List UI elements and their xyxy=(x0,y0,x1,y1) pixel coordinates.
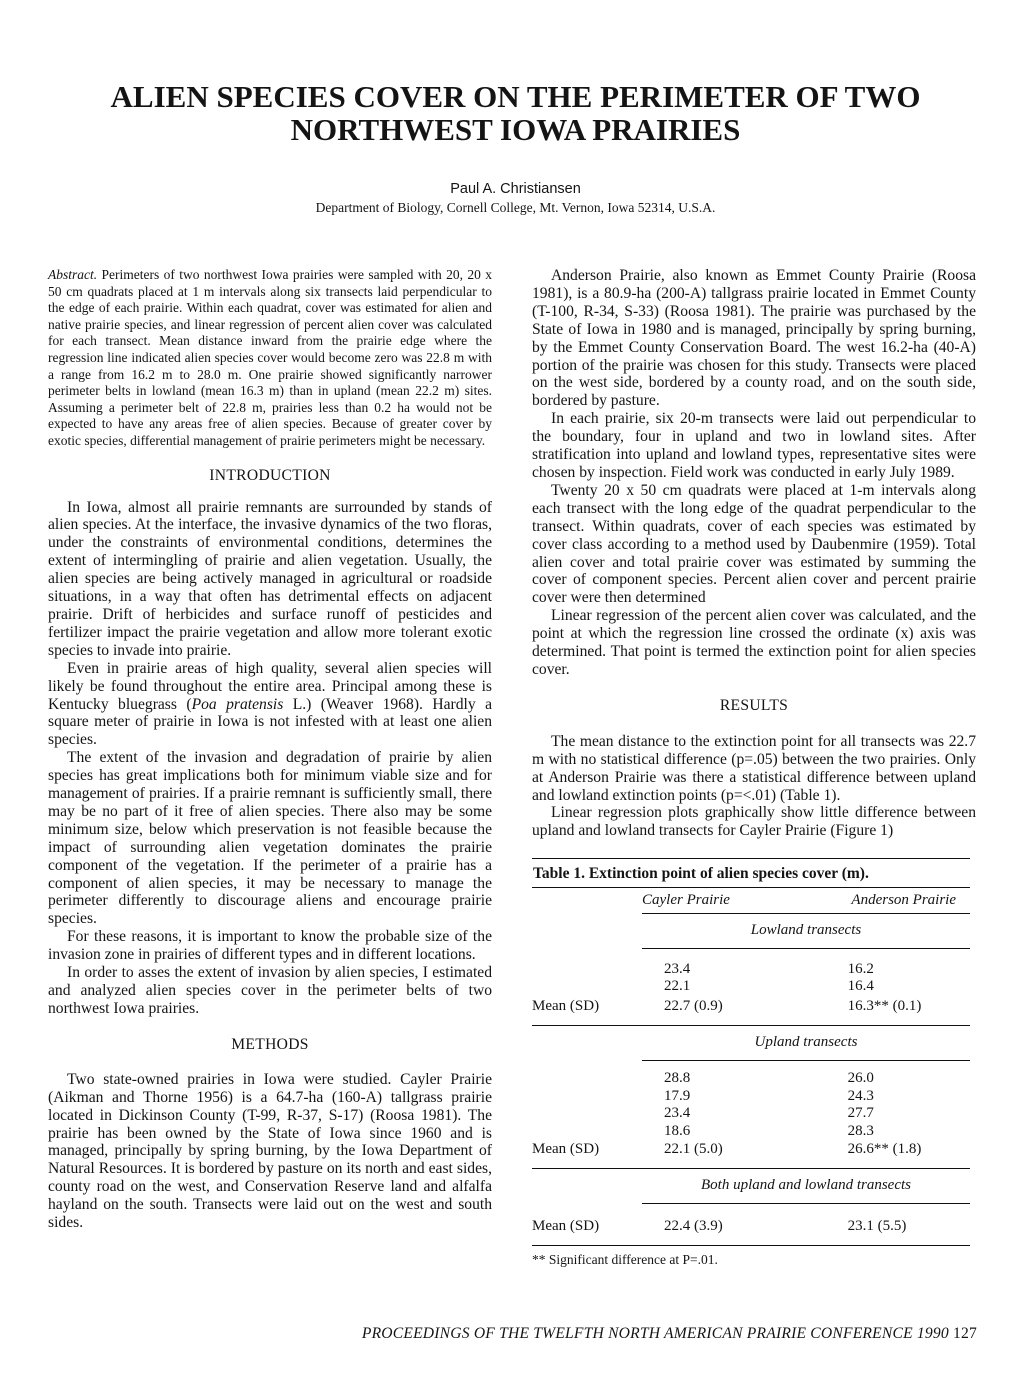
paper-title xyxy=(60,80,971,146)
intro-paragraph-5: In order to asses the extent of invasion by alien species, I estimated and analyzed alien species cover in the perimeter belts of two northwest Iowa prairies. xyxy=(48,964,492,1017)
lowland-anderson-values xyxy=(756,949,970,996)
intro-paragraph-2 xyxy=(48,660,492,750)
lowland-cayler-mean: 22.7 (0.9) xyxy=(642,995,756,1026)
intro-paragraph-4: For these reasons, it is important to know the probable size of the invasion zone in prairies of different types and in different locations. xyxy=(48,928,492,964)
table-cell: 26.0 xyxy=(847,1070,874,1087)
row-label: Mean (SD) xyxy=(532,1204,642,1246)
intro-p2-end: L.) (Weaver 1968). Hardly a square meter of prairie in Iowa is not infested with at least one alien species. xyxy=(48,695,492,749)
both-cayler-mean: 22.4 (3.9) xyxy=(642,1204,756,1246)
upland-cayler-mean: 22.1 (5.0) xyxy=(642,1140,756,1169)
lowland-heading: Lowland transects xyxy=(642,914,970,949)
table-cell: 24.3 xyxy=(847,1087,874,1104)
table-cell: 17.9 xyxy=(664,1087,691,1104)
row-label: Mean (SD) xyxy=(532,1140,642,1169)
row-label: Mean (SD) xyxy=(532,995,642,1026)
intro-paragraph-3: The extent of the invasion and degradation of prairie by alien species has great implications both for minimum viable size and for management of prairies. If a prairie remnant is sufficiently small, there may be no part of it free of alien species. There also may be some minimum size, below which preservation is not feasible because the impact of surrounding alien vegetation dominates the prairie component of the vegetation. If the perimeter of a prairie has a component of alien species, it may be necessary to manage the perimeter differently to discourage aliens and encourage prairie species. xyxy=(48,749,492,928)
page-number: 127 xyxy=(953,1325,977,1342)
abstract-text: Perimeters of two northwest Iowa prairies were sampled with 20, 20 x 50 cm quadrats placed at 1 m intervals along six transects laid perpendicular to the edge of each prairie. Within each quadrat, cover was estimated for alien and native prairie species, and linear regression of percent alien cover was calculated for each transect. Mean distance inward from the prairie edge where the regression line indicated alien species cover would become zero was 22.8 m with a range from 16.2 m to 28.0 m. One prairie showed significantly narrower perimeter belts in lowland (mean 16.3 m) than in upland (mean 22.2 m) sites. Assuming a perimeter belt of 22.8 m, prairies less than 0.2 ha would not be expected to have any areas free of alien species. Because of greater cover by exotic species, differential management of prairie perimeters might be necessary. xyxy=(48,267,493,448)
both-anderson-mean: 23.1 (5.5) xyxy=(756,1204,970,1246)
both-heading: Both upland and lowland transects xyxy=(642,1169,970,1204)
results-heading: RESULTS xyxy=(719,696,789,714)
methods-paragraph-3: In each prairie, six 20-m transects were laid out perpendicular to the boundary, four in upland and two in lowland sites. After stratification into upland and lowland types, representative sites were chosen by inspection. Field work was conducted in early July 1989. xyxy=(532,410,976,481)
table-1 xyxy=(532,858,976,1268)
table-cell: 28.8 xyxy=(664,1070,691,1087)
upland-heading: Upland transects xyxy=(642,1026,970,1061)
left-column xyxy=(48,267,492,1232)
table-cell: 22.1 xyxy=(664,978,691,995)
results-paragraph-2: Linear regression plots graphically show little difference between upland and lowland transects for Cayler Prairie (Figure 1) xyxy=(532,804,976,840)
intro-paragraph-1: In Iowa, almost all prairie remnants are surrounded by stands of alien species. At the interface, the invasive dynamics of the two floras, under the constraints of environmental conditions, determines the extent of intermingling of prairie and alien vegetation. Usually, the alien species are being actively managed in agricultural or roadside situations, in a way that often has detrimental effects on adjacent prairie. Drift of herbicides and surface runoff of pesticides and fertilizer impact the prairie vegetation and allow more tolerant exotic species to invade into prairie. xyxy=(48,498,492,659)
upland-anderson-mean: 26.6** (1.8) xyxy=(756,1140,970,1169)
abstract xyxy=(48,267,492,450)
lowland-cayler-values xyxy=(642,949,756,996)
upland-anderson-values xyxy=(756,1061,970,1141)
col-header-cayler: Cayler Prairie xyxy=(642,888,756,914)
introduction-heading: INTRODUCTION xyxy=(209,466,331,484)
table-cell: 16.4 xyxy=(847,978,874,995)
results-paragraph-1: The mean distance to the extinction point for all transects was 22.7 m with no statistical difference (p=.05) between the two prairies. Only at Anderson Prairie was there a statistical difference between upland and lowland extinction points (p=<.01) (Table 1). xyxy=(532,732,976,804)
table-cell: 18.6 xyxy=(664,1122,691,1139)
title-line-2: NORTHWEST IOWA PRAIRIES xyxy=(290,112,741,147)
species-name: Poa pratensis xyxy=(191,695,284,713)
abstract-label: Abstract. xyxy=(48,267,98,282)
table-cell: 23.4 xyxy=(664,961,691,978)
upland-cayler-values xyxy=(642,1061,756,1141)
table-footnote: ** Significant difference at P=.01. xyxy=(532,1252,718,1268)
table-cell: 23.4 xyxy=(664,1105,691,1122)
methods-paragraph-5: Linear regression of the percent alien cover was calculated, and the point at which the regression line crossed the ordinate (x) axis was determined. That point is termed the extinction point for alien species cover. xyxy=(532,607,976,678)
lowland-anderson-mean: 16.3** (0.1) xyxy=(756,995,970,1026)
right-column xyxy=(532,267,976,1268)
page-footer xyxy=(362,1325,977,1343)
author-affiliation: Department of Biology, Cornell College, Mt. Vernon, Iowa 52314, U.S.A. xyxy=(315,200,716,215)
methods-paragraph-2: Anderson Prairie, also known as Emmet County Prairie (Roosa 1981), is a 80.9-ha (200-A) tallgrass prairie located in Emmet County (T-100, R-34, S-33) (Roosa 1981). The prairie was purchased by the State of Iowa in 1980 and is managed, principally by spring burning, by the Emmet County Conservation Board. The west 16.2-ha (40-A) portion of the prairie was chosen for this study. Transects were placed on the west side, bordered by a county road, and on the south side, bordered by pasture. xyxy=(532,267,976,410)
table-cell: 27.7 xyxy=(847,1105,874,1122)
table-caption: Table 1. Extinction point of alien species cover (m). xyxy=(532,859,970,888)
title-line-1: ALIEN SPECIES COVER ON THE PERIMETER OF TWO xyxy=(110,79,921,114)
col-header-anderson: Anderson Prairie xyxy=(756,888,970,914)
intro-p2-start: Even in prairie areas of high quality, several alien species will likely be found throughout the entire area. Principal among these is Kentucky bluegrass ( xyxy=(48,659,492,713)
methods-paragraph-1: Two state-owned prairies in Iowa were studied. Cayler Prairie (Aikman and Thorne 1956) is a 64.7-ha (160-A) tallgrass prairie located in Dickinson County (T-99, R-37, S-17) (Roosa 1981). The prairie has been owned by the State of Iowa since 1960 and is managed, principally by spring burning, by the Iowa Department of Natural Resources. It is bordered by pasture on its north and east sides, county road on the west, and Conservation Reserve land and alfalfa hayland on the south. Transects were laid out on the west and south sides. xyxy=(48,1070,492,1232)
table-cell: 16.2 xyxy=(847,961,874,978)
table-1-grid xyxy=(532,858,970,1246)
methods-heading: METHODS xyxy=(231,1035,309,1053)
table-cell: 28.3 xyxy=(847,1122,874,1139)
proceedings-title: PROCEEDINGS OF THE TWELFTH NORTH AMERICAN PRAIRIE CONFERENCE 1990 xyxy=(361,1325,949,1342)
author-name: Paul A. Christiansen xyxy=(450,181,581,197)
methods-paragraph-4: Twenty 20 x 50 cm quadrats were placed at 1-m intervals along each transect with the long edge of the quadrat perpendicular to the transect. Within quadrats, cover of each species was estimated by cover class according to a method used by Daubenmire (1959). Total alien cover and total prairie cover was estimated by summing the cover of component species. Percent alien cover and percent prairie cover were then determined xyxy=(532,481,976,607)
